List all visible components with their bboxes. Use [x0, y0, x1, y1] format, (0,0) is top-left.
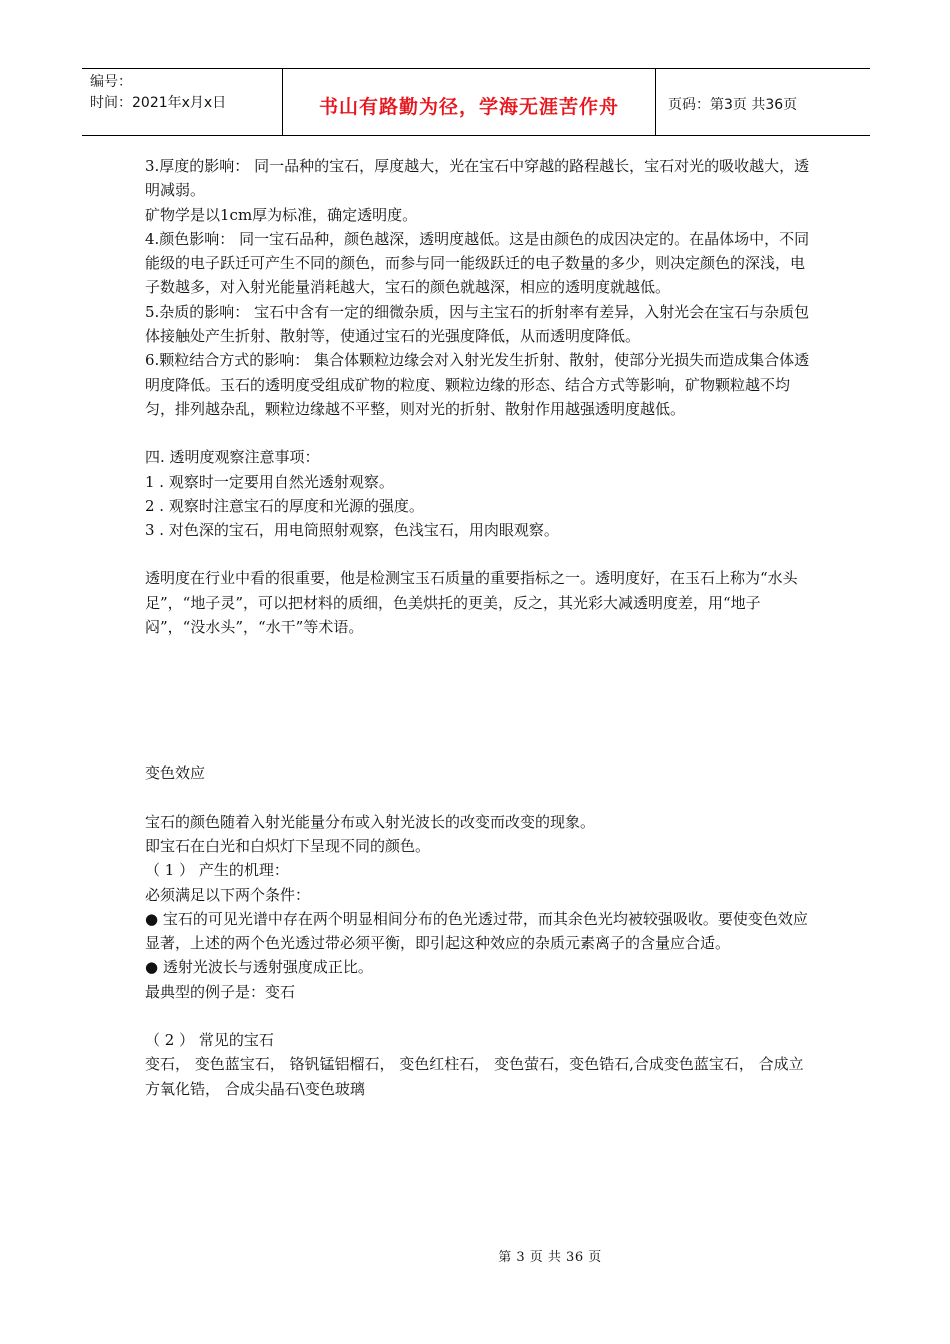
spacer: [145, 639, 813, 761]
header-motto: 书山有路勤为径，学海无涯苦作舟: [282, 69, 656, 135]
list-item: 1 . 观察时一定要用自然光透射观察。: [145, 472, 394, 491]
bullet-item: ● 宝石的可见光谱中存在两个明显相间分布的色光透过带，而其余色光均被较强吸收。要使变色效应显著，上述的两个色光透过带必须平衡，即引起这种效应的杂质元素离子的含量应合适。: [145, 909, 808, 953]
section-heading: 变色效应: [145, 764, 206, 783]
document-body: [145, 154, 813, 1101]
subsection-heading: （ 1 ） 产生的机理：: [145, 861, 289, 880]
document-number-label: 编号：: [90, 74, 132, 90]
list-item: 2 . 观察时注意宝石的厚度和光源的强度。: [145, 496, 424, 515]
paragraph-gem-list: 变石， 变色蓝宝石， 铬钒锰铝榴石， 变色红柱石， 变色萤石，变色锆石,合成变色蓝宝石， 合成立方氧化锆， 合成尖晶石\变色玻璃: [145, 1055, 804, 1098]
paragraph-mineralogy-standard: 矿物学是以1cm厚为标准，确定透明度。: [145, 205, 418, 224]
document-date-label: 时间：2021年x月x日: [90, 95, 227, 111]
paragraph-definition: 即宝石在白光和白炽灯下呈现不同的颜色。: [145, 836, 431, 855]
page-header: [82, 68, 870, 136]
paragraph-color: 4.颜色影响： 同一宝石品种，颜色越深，透明度越低。这是由颜色的成因决定的。在晶体场中，不同能级的电子跃迁可产生不同的颜色，而参与同一能级跃迁的电子数量的多少，则决定颜色的深浅，电子数越多，对入射光能量消耗越大，宝石的颜色就越深，相应的透明度就越低。: [145, 229, 810, 297]
spacer: [145, 421, 813, 445]
page-footer: [0, 1246, 950, 1265]
paragraph-definition: 宝石的颜色随着入射光能量分布或入射光波长的改变而改变的现象。: [145, 812, 596, 831]
header-meta: [82, 69, 282, 135]
header-page-label: 页码：第3页 共36页: [668, 97, 798, 113]
list-item: 3 . 对色深的宝石，用电筒照射观察，色浅宝石，用肉眼观察。: [145, 521, 559, 540]
paragraph-grain: 6.颗粒结合方式的影响： 集合体颗粒边缘会对入射光发生折射、散射，使部分光损失而造成集合体透明度降低。玉石的透明度受组成矿物的粒度、颗粒边缘的形态、结合方式等影响，矿物颗粒越不均匀，排列越杂乱，颗粒边缘越不平整，则对光的折射、散射作用越强透明度越低。: [145, 351, 810, 418]
spacer: [145, 542, 813, 566]
paragraph-thickness: 3.厚度的影响： 同一品种的宝石，厚度越大，光在宝石中穿越的路程越长，宝石对光的吸收越大，透明减弱。: [145, 157, 810, 200]
footer-page-number: 第 3 页 共 36 页: [498, 1250, 602, 1265]
paragraph-impurity: 5.杂质的影响： 宝石中含有一定的细微杂质，因与主宝石的折射率有差异，入射光会在宝石与杂质包体接触处产生折射、散射等，使通过宝石的光强度降低，从而透明度降低。: [145, 302, 810, 346]
paragraph-text: 必须满足以下两个条件：: [145, 885, 311, 904]
paragraph-summary: 透明度在行业中看的很重要，他是检测宝玉石质量的重要指标之一。透明度好，在玉石上称为“水头足”，“地子灵”，可以把材料的质细，色美烘托的更美，反之，其光彩大减透明度差，用“地子闷”，“没水头”，“水干”等术语。: [145, 569, 798, 637]
spacer: [145, 786, 813, 810]
subsection-heading: （ 2 ） 常见的宝石: [145, 1031, 274, 1050]
bullet-item: ● 透射光波长与透射强度成正比。: [145, 958, 373, 977]
paragraph-text: 最典型的例子是：变石: [145, 982, 296, 1001]
spacer: [145, 1004, 813, 1028]
section-heading: 四. 透明度观察注意事项：: [145, 448, 320, 467]
